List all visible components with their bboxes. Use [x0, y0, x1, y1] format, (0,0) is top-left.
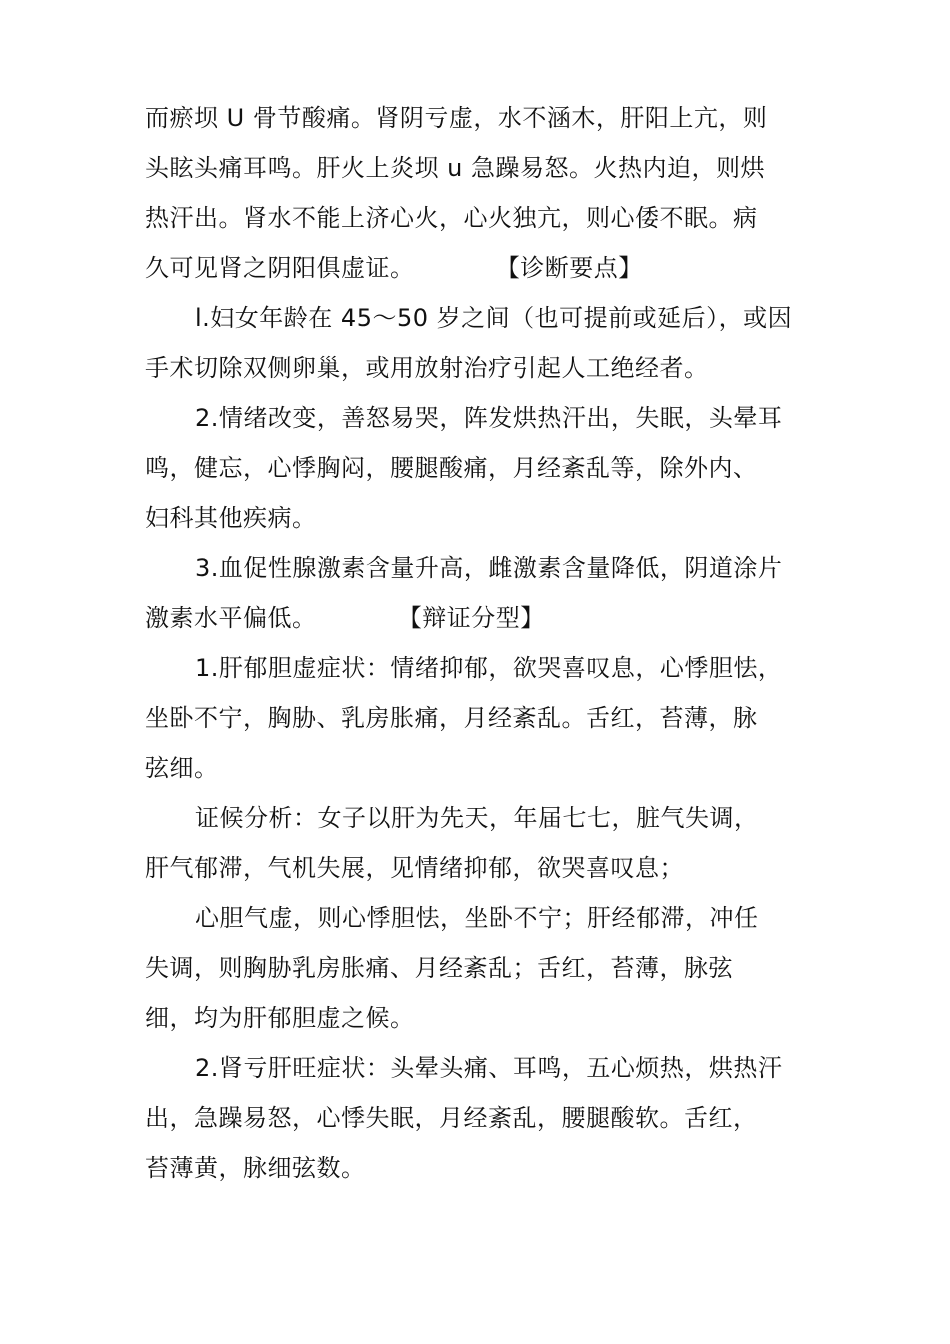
text-line: 而瘀坝 U 骨节酸痛。肾阴亏虚，水不涵木，肝阳上亢，则: [145, 104, 768, 132]
text-line: 激素水平偏低。 【辩证分型】: [145, 604, 545, 632]
text-line: 手术切除双侧卵巢，或用放射治疗引起人工绝经者。: [145, 354, 709, 382]
text-line: 细，均为肝郁胆虚之候。: [145, 1004, 415, 1032]
text-line: l.妇女年龄在 45～50 岁之间（也可提前或延后），或因: [195, 304, 793, 332]
text-line: 头眩头痛耳鸣。肝火上炎坝 u 急躁易怒。火热内迫，则烘: [145, 154, 765, 182]
text-line: 鸣，健忘，心悸胸闷，腰腿酸痛，月经紊乱等，除外内、: [145, 454, 758, 482]
text-line: 心胆气虚，则心悸胆怯，坐卧不宁；肝经郁滞，冲任: [195, 904, 759, 932]
text-line: 出，急躁易怒，心悸失眠，月经紊乱，腰腿酸软。舌红，: [145, 1104, 758, 1132]
text-line: 肝气郁滞，气机失展，见情绪抑郁，欲哭喜叹息；: [145, 854, 684, 882]
text-line: 久可见肾之阴阳俱虚证。 【诊断要点】: [145, 254, 643, 282]
text-line: 妇科其他疾病。: [145, 504, 317, 532]
text-line: 热汗出。肾水不能上济心火，心火独亢，则心倭不眠。病: [145, 204, 758, 232]
text-line: 失调，则胸胁乳房胀痛、月经紊乱；舌红，苔薄，脉弦: [145, 954, 733, 982]
text-line: 苔薄黄，脉细弦数。: [145, 1154, 366, 1182]
text-line: 2.情绪改变，善怒易哭，阵发烘热汗出，失眠，头晕耳: [195, 404, 783, 432]
text-line: 3.血促性腺激素含量升高，雌激素含量降低，阴道涂片: [195, 554, 783, 582]
text-line: 证候分析：女子以肝为先天，年届七七，脏气失调，: [195, 804, 759, 832]
text-line: 弦细。: [145, 754, 219, 782]
text-line: 2.肾亏肝旺症状：头晕头痛、耳鸣，五心烦热，烘热汗: [195, 1054, 783, 1082]
text-line: 坐卧不宁，胸胁、乳房胀痛，月经紊乱。舌红，苔薄，脉: [145, 704, 758, 732]
text-line: 1.肝郁胆虚症状：情绪抑郁，欲哭喜叹息，心悸胆怯，: [195, 654, 783, 682]
